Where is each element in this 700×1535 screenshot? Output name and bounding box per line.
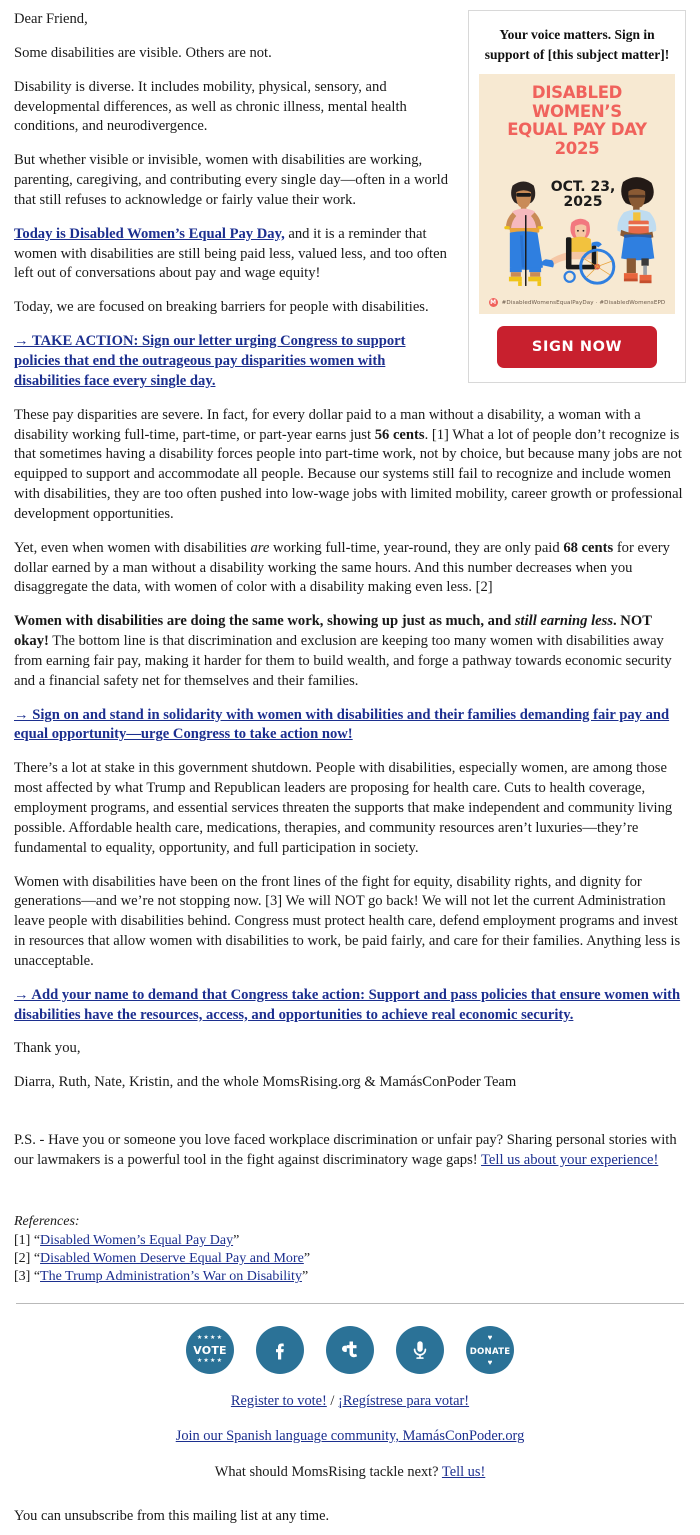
twitter-icon[interactable] <box>326 1326 374 1374</box>
reference-item-1 <box>14 1232 686 1250</box>
reference-3-quote-close: ” <box>301 1269 309 1285</box>
reference-2-number: [2] <box>14 1251 31 1267</box>
woman-with-cane-figure <box>504 182 543 286</box>
promo-sidebar <box>468 10 686 383</box>
sign-now-button[interactable]: SIGN NOW <box>497 326 657 368</box>
donate-heart-top: ♥ <box>487 1332 493 1342</box>
register-to-vote-link[interactable]: Register to vote! <box>230 1392 327 1409</box>
ps-text: P.S. - Have you or someone you love faced workplace discrimination or unfair pay? Sharing personal stories with our lawmakers is a powerful tool in the fight against discriminatory wage gaps! <box>14 1132 677 1168</box>
tackle-next-text: What should MomsRising tackle next? <box>214 1464 442 1480</box>
poster-date-line1: OCT. 23, <box>550 179 616 195</box>
poster-illustration <box>485 162 669 294</box>
paragraph-7-emphasis: are <box>250 539 270 556</box>
signature-spacer <box>14 1107 686 1131</box>
donate-icon[interactable] <box>466 1326 514 1374</box>
tackle-next-row <box>14 1463 686 1482</box>
poster-title <box>485 84 669 158</box>
references-spacer <box>14 1185 686 1209</box>
paragraph-5: Today, we are focused on breaking barriers for people with disabilities. <box>14 299 429 316</box>
paragraph-8-bold-b: . NOT okay! <box>14 613 652 650</box>
greeting: Dear Friend, <box>14 11 88 27</box>
vote-badge-icon[interactable] <box>186 1326 234 1374</box>
microphone-icon[interactable] <box>396 1326 444 1374</box>
stat-56-cents: 56 cents <box>374 426 425 443</box>
paragraph-4-rest: and it is a reminder that women with disabilities are still being paid less, valued less, and too often left out of conversations about pay and wage equity! <box>14 225 447 282</box>
share-experience-link[interactable]: Tell us about your experience! <box>481 1151 659 1168</box>
reference-3-number: [3] <box>14 1269 31 1285</box>
donate-label: DONATE <box>469 1346 511 1357</box>
vote-dots-top: ★★★★ <box>196 1334 224 1341</box>
references-title: References: <box>14 1213 80 1229</box>
donate-heart-bottom: ♥ <box>487 1357 493 1367</box>
reference-1-link[interactable]: Disabled Women’s Equal Pay Day <box>40 1233 234 1248</box>
ps-paragraph <box>14 1131 686 1171</box>
register-to-vote-row <box>14 1392 686 1411</box>
poster-date <box>543 180 623 210</box>
paragraph-8 <box>14 612 686 691</box>
poster-hashtags: #DisabledWomensEqualPayDay · #DisabledWomensEPD <box>501 299 666 306</box>
paragraph-1: Some disabilities are visible. Others are not. <box>14 44 272 61</box>
momsrising-mark-icon: M <box>490 299 497 306</box>
take-action-letter-link[interactable]: → TAKE ACTION: Sign our letter urging Congress to support policies that end the outrageous pay disparities women with disabilities face every single day. <box>14 333 406 389</box>
reference-1-number: [1] <box>14 1233 31 1248</box>
reference-2-quote-open: “ <box>33 1251 41 1267</box>
reference-3-link[interactable]: The Trump Administration’s War on Disability <box>40 1269 302 1285</box>
cta-paragraph-3 <box>14 986 686 1026</box>
reference-1-quote-close: ” <box>233 1233 240 1248</box>
paragraph-3: But whether visible or invisible, women with disabilities are working, parenting, caregiving, and contributing every single day—often in a world that still refuses to acknowledge or fairly value their work. <box>14 152 449 208</box>
paragraph-6-part-a: These pay disparities are severe. In fact, for every dollar paid to a man without a disability, a woman with a disability working full-time, part-time, or part-year earns just <box>14 406 641 443</box>
reference-3-quote-open: “ <box>33 1269 41 1285</box>
sign-on-solidarity-link[interactable]: → Sign on and stand in solidarity with women with disabilities and their families demanding fair pay and equal opportunity—urge Congress to take action now! <box>14 706 670 743</box>
cta-paragraph-2 <box>14 706 686 746</box>
paragraph-8-bold-a: Women with disabilities are doing the same work, showing up just as much, and <box>14 613 515 630</box>
promo-headline: Your voice matters. Sign in support of [this subject matter]! <box>484 27 670 62</box>
reference-2-quote-close: ” <box>303 1251 311 1267</box>
paragraph-9: There’s a lot at stake in this government shutdown. People with disabilities, especially women, are among those most affected by what Trump and Republican leaders are proposing for health care. Cuts to health coverage, employment programs, and essential services threaten the supports that make independent and community living possible. Affordable health care, medications, therapies, and community resources aren’t luxuries—they’re fundamental to equality, opportunity, and full participation in society. <box>14 760 673 856</box>
campaign-poster-image <box>479 74 675 314</box>
facebook-icon[interactable] <box>256 1326 304 1374</box>
vote-dots-bottom: ★★★★ <box>196 1357 224 1364</box>
reference-item-3 <box>14 1268 686 1286</box>
registrese-para-votar-link[interactable]: ¡Regístrese para votar! <box>338 1392 470 1409</box>
facebook-glyph <box>267 1337 293 1363</box>
reference-1-quote-open: “ <box>33 1233 41 1248</box>
paragraph-7-part-a: Yet, even when women with disabilities <box>14 539 251 556</box>
spanish-community-link[interactable]: Join our Spanish language community, MamásConPoder.org <box>175 1428 525 1445</box>
spanish-community-row <box>14 1427 686 1446</box>
thank-you-line: Thank you, <box>14 1040 81 1057</box>
paragraph-10: Women with disabilities have been on the front lines of the fight for equity, disability rights, and dignity for generations—and we’re not stopping now. [3] We will NOT go back! We will not let the current Administration leave people with disabilities behind. Congress must protect health care, defend employment programs and invest in resources that allow women with disabilities to work, be paid fairly, and care for their families. Anything less is unacceptable. <box>14 873 681 969</box>
paragraph-7-part-c: for every dollar earned by a man without a disability working the same hours. And this number decreases when you disaggregate the data, with women of color with a disability making even less. [2] <box>14 539 670 596</box>
poster-hashtags-row <box>485 294 669 310</box>
paragraph-7-part-b: working full-time, year-round, they are only paid <box>269 539 564 556</box>
paragraph-6-part-c: . [1] What a lot of people don’t recognize is that sometimes having a disability forces people into part-time work, not by choice, but because many jobs are not equipped to support and accommodate all people. Because our systems still fail to recognize and include women with disabilities, they are too often pushed into low-wage jobs with limited mobility, career growth or professional development opportunities. <box>14 426 683 522</box>
footer-links <box>14 1392 686 1482</box>
paragraph-7 <box>14 539 686 599</box>
register-separator: / <box>326 1392 339 1409</box>
signature-line: Diarra, Ruth, Nate, Kristin, and the whole MomsRising.org & MamásConPoder Team <box>14 1074 517 1091</box>
paragraph-2: Disability is diverse. It includes mobility, physical, sensory, and developmental differences, as well as chronic illness, mental health conditions, and neurodivergence. <box>14 78 407 135</box>
reference-item-2 <box>14 1250 686 1268</box>
reference-2-link[interactable]: Disabled Women Deserve Equal Pay and More <box>40 1251 304 1267</box>
stat-68-cents: 68 cents <box>563 539 614 556</box>
poster-title-line2: EQUAL PAY DAY 2025 <box>507 120 647 158</box>
woman-in-wheelchair-figure <box>540 219 614 283</box>
woman-with-prosthetic-figure <box>617 177 656 283</box>
references-section <box>14 1213 686 1287</box>
tell-us-link[interactable]: Tell us! <box>441 1464 486 1480</box>
twitter-bird-glyph <box>336 1336 364 1364</box>
add-your-name-link[interactable]: → Add your name to demand that Congress take action: Support and pass policies that ensure women with disabilities have the resources, access, and opportunities to achieve real economic security. <box>14 986 681 1023</box>
unsubscribe-notice: You can unsubscribe from this mailing list at any time. <box>14 1507 330 1524</box>
paragraph-8-bold-emphasis: still earning less <box>514 613 613 630</box>
equal-pay-day-link[interactable]: Today is Disabled Women’s Equal Pay Day, <box>14 225 285 242</box>
paragraph-8-rest: The bottom line is that discrimination and exclusion are keeping too many women with disabilities away from earning fair pay, making it harder for them to build wealth, and forge a pathway towards economic security and a financial safety net for themselves and their families. <box>14 633 672 689</box>
microphone-glyph <box>407 1337 433 1363</box>
social-icons-row <box>14 1304 686 1392</box>
poster-date-line2: 2025 <box>563 194 603 211</box>
poster-title-line1: DISABLED WOMEN’S <box>531 83 623 121</box>
paragraph-6 <box>14 406 686 525</box>
vote-label: VOTE <box>193 1343 227 1357</box>
